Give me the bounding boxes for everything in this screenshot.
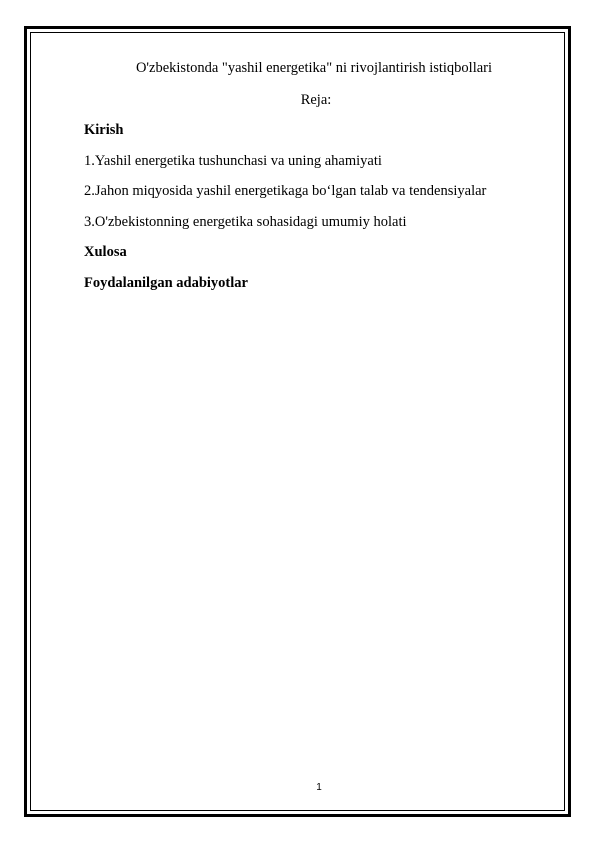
outline-item-conclusion: Xulosa [84, 244, 127, 260]
plan-outline [84, 121, 486, 304]
outline-item-2: 2.Jahon miqyosida yashil energetikaga bo‘lgan talab va tendensiyalar [84, 183, 487, 199]
outline-item-3: 3.O'zbekistonning energetika sohasidagi umumiy holati [84, 213, 407, 230]
outline-item-references: Foydalanilgan adabiyotlar [84, 274, 248, 291]
outline-item-introduction: Kirish [84, 122, 124, 138]
plan-heading: Reja: [300, 92, 332, 108]
page-number: 1 [316, 782, 322, 793]
outline-item-1: 1.Yashil energetika tushunchasi va uning ahamiyati [84, 152, 382, 169]
document-title: O'zbekistonda "yashil energetika" ni rivojlantirish istiqbollari [135, 60, 493, 76]
